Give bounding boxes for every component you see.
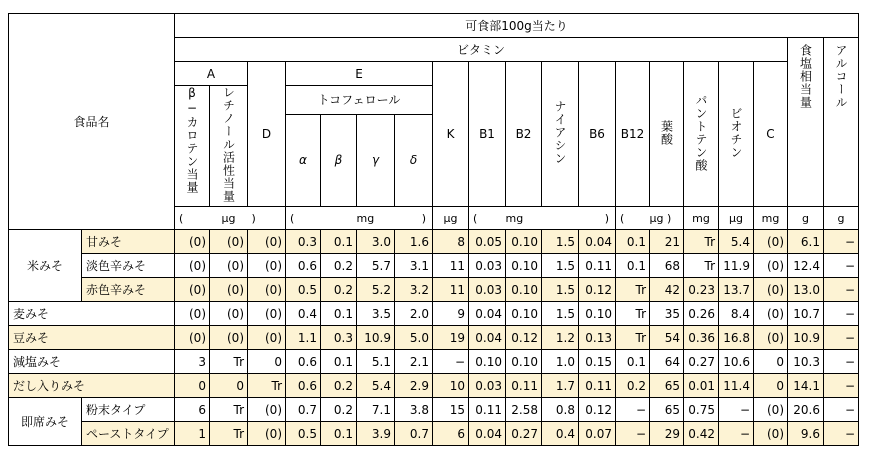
table-row: 赤色辛みそ (0) (0) (0) 0.5 0.2 5.2 3.2 11 0.03 0.10 1.5 0.12 Tr 42 0.23 13.7 (0) 13.0 − bbox=[9, 278, 859, 302]
delta-header: δ bbox=[395, 114, 433, 206]
table-row: 豆みそ (0) (0) (0) 1.1 0.3 10.9 5.0 19 0.04 0.12 1.2 0.13 Tr 54 0.36 16.8 (0) 10.9 − bbox=[9, 326, 859, 350]
group-label-instant: 即席みそ bbox=[9, 398, 82, 446]
unit-mg: mg bbox=[357, 207, 395, 230]
niacin-header: ナイアシン bbox=[542, 62, 579, 207]
unit-ug: μg bbox=[649, 211, 664, 225]
unit-paren-close: ) bbox=[248, 207, 286, 230]
table-row: 即席みそ 粉末タイプ 6 Tr (0) 0.7 0.2 7.1 3.8 15 0.11 2.58 0.8 0.12 − 65 0.75 − (0) 20.6 − bbox=[9, 398, 859, 422]
group-label-rice: 米みそ bbox=[9, 230, 82, 302]
unit-paren-close: ) bbox=[666, 211, 672, 225]
alpha-header: α bbox=[286, 114, 321, 206]
table-row: 淡色辛みそ (0) (0) (0) 0.6 0.2 5.7 3.1 11 0.03 0.10 1.5 0.11 0.1 68 Tr 11.9 (0) 12.4 − bbox=[9, 254, 859, 278]
tocopherol-header: トコフェロール bbox=[286, 86, 433, 115]
unit-paren-open: ( bbox=[616, 207, 650, 230]
alcohol-header: アルコール bbox=[824, 38, 859, 207]
b12-header: B12 bbox=[616, 62, 650, 207]
row-name: 赤色辛みそ bbox=[82, 278, 175, 302]
vitamin-d-header: D bbox=[248, 62, 286, 207]
unit-ug: μg bbox=[719, 207, 754, 230]
table-row: 米みそ 甘みそ (0) (0) (0) 0.3 0.1 3.0 1.6 8 0.05 0.10 1.5 0.04 0.1 21 Tr 5.4 (0) 6.1 − bbox=[9, 230, 859, 254]
unit-paren-open: ( bbox=[175, 207, 210, 230]
vitamin-c-header: C bbox=[754, 62, 788, 207]
nutrition-table bbox=[8, 13, 859, 446]
row-name: 減塩みそ bbox=[9, 350, 175, 374]
per-100g-header: 可食部100g当たり bbox=[175, 14, 859, 38]
unit-ug: μg bbox=[433, 207, 469, 230]
table-row: 麦みそ (0) (0) (0) 0.4 0.1 3.5 2.0 9 0.04 0.10 1.5 0.10 Tr 35 0.26 8.4 (0) 10.7 − bbox=[9, 302, 859, 326]
unit-ug: μg bbox=[210, 207, 248, 230]
b2-header: B2 bbox=[506, 62, 542, 207]
table-row: だし入りみそ 0 0 Tr 0.6 0.2 5.4 2.9 10 0.03 0.11 1.7 0.11 0.2 65 0.01 11.4 0 14.1 − bbox=[9, 374, 859, 398]
table-row: 減塩みそ 3 Tr 0 0.6 0.1 5.1 2.1 − 0.10 0.10 1.0 0.15 0.1 64 0.27 10.6 0 10.3 − bbox=[9, 350, 859, 374]
unit-paren-close: ) bbox=[395, 207, 433, 230]
table-row: ペーストタイプ 1 Tr (0) 0.5 0.1 3.9 0.7 6 0.04 0.27 0.4 0.07 − 29 0.42 − (0) 9.6 − bbox=[9, 422, 859, 446]
unit-paren-open: ( bbox=[469, 207, 506, 230]
vitamin-a-header: A bbox=[175, 62, 248, 86]
retinol-header: レチノール活性当量 bbox=[210, 86, 248, 207]
beta-carotene-header: β−カロテン当量 bbox=[175, 86, 210, 207]
row-name: 麦みそ bbox=[9, 302, 175, 326]
unit-mg: mg bbox=[506, 207, 542, 230]
b6-header: B6 bbox=[579, 62, 616, 207]
unit-g: g bbox=[824, 207, 859, 230]
vitamin-k-header: K bbox=[433, 62, 469, 207]
gamma-header: γ bbox=[357, 114, 395, 206]
row-name: 淡色辛みそ bbox=[82, 254, 175, 278]
unit-mg: mg bbox=[754, 207, 788, 230]
pantothenic-header: パントテン酸 bbox=[684, 62, 719, 207]
unit-paren-close: ) bbox=[579, 207, 616, 230]
food-name-header: 食品名 bbox=[9, 14, 175, 230]
vitamin-e-header: E bbox=[286, 62, 433, 86]
row-name: 甘みそ bbox=[82, 230, 175, 254]
vitamin-header: ビタミン bbox=[175, 38, 788, 62]
biotin-header: ビオチン bbox=[719, 62, 754, 207]
unit-g: g bbox=[788, 207, 824, 230]
folate-header: 葉酸 bbox=[650, 62, 684, 207]
beta-header: β bbox=[321, 114, 357, 206]
row-name: 粉末タイプ bbox=[82, 398, 175, 422]
row-name: だし入りみそ bbox=[9, 374, 175, 398]
unit-mg: mg bbox=[684, 207, 719, 230]
row-name: 豆みそ bbox=[9, 326, 175, 350]
row-name: ペーストタイプ bbox=[82, 422, 175, 446]
salt-header: 食塩相当量 bbox=[788, 38, 824, 207]
b1-header: B1 bbox=[469, 62, 506, 207]
unit-paren-open: ( bbox=[286, 207, 321, 230]
